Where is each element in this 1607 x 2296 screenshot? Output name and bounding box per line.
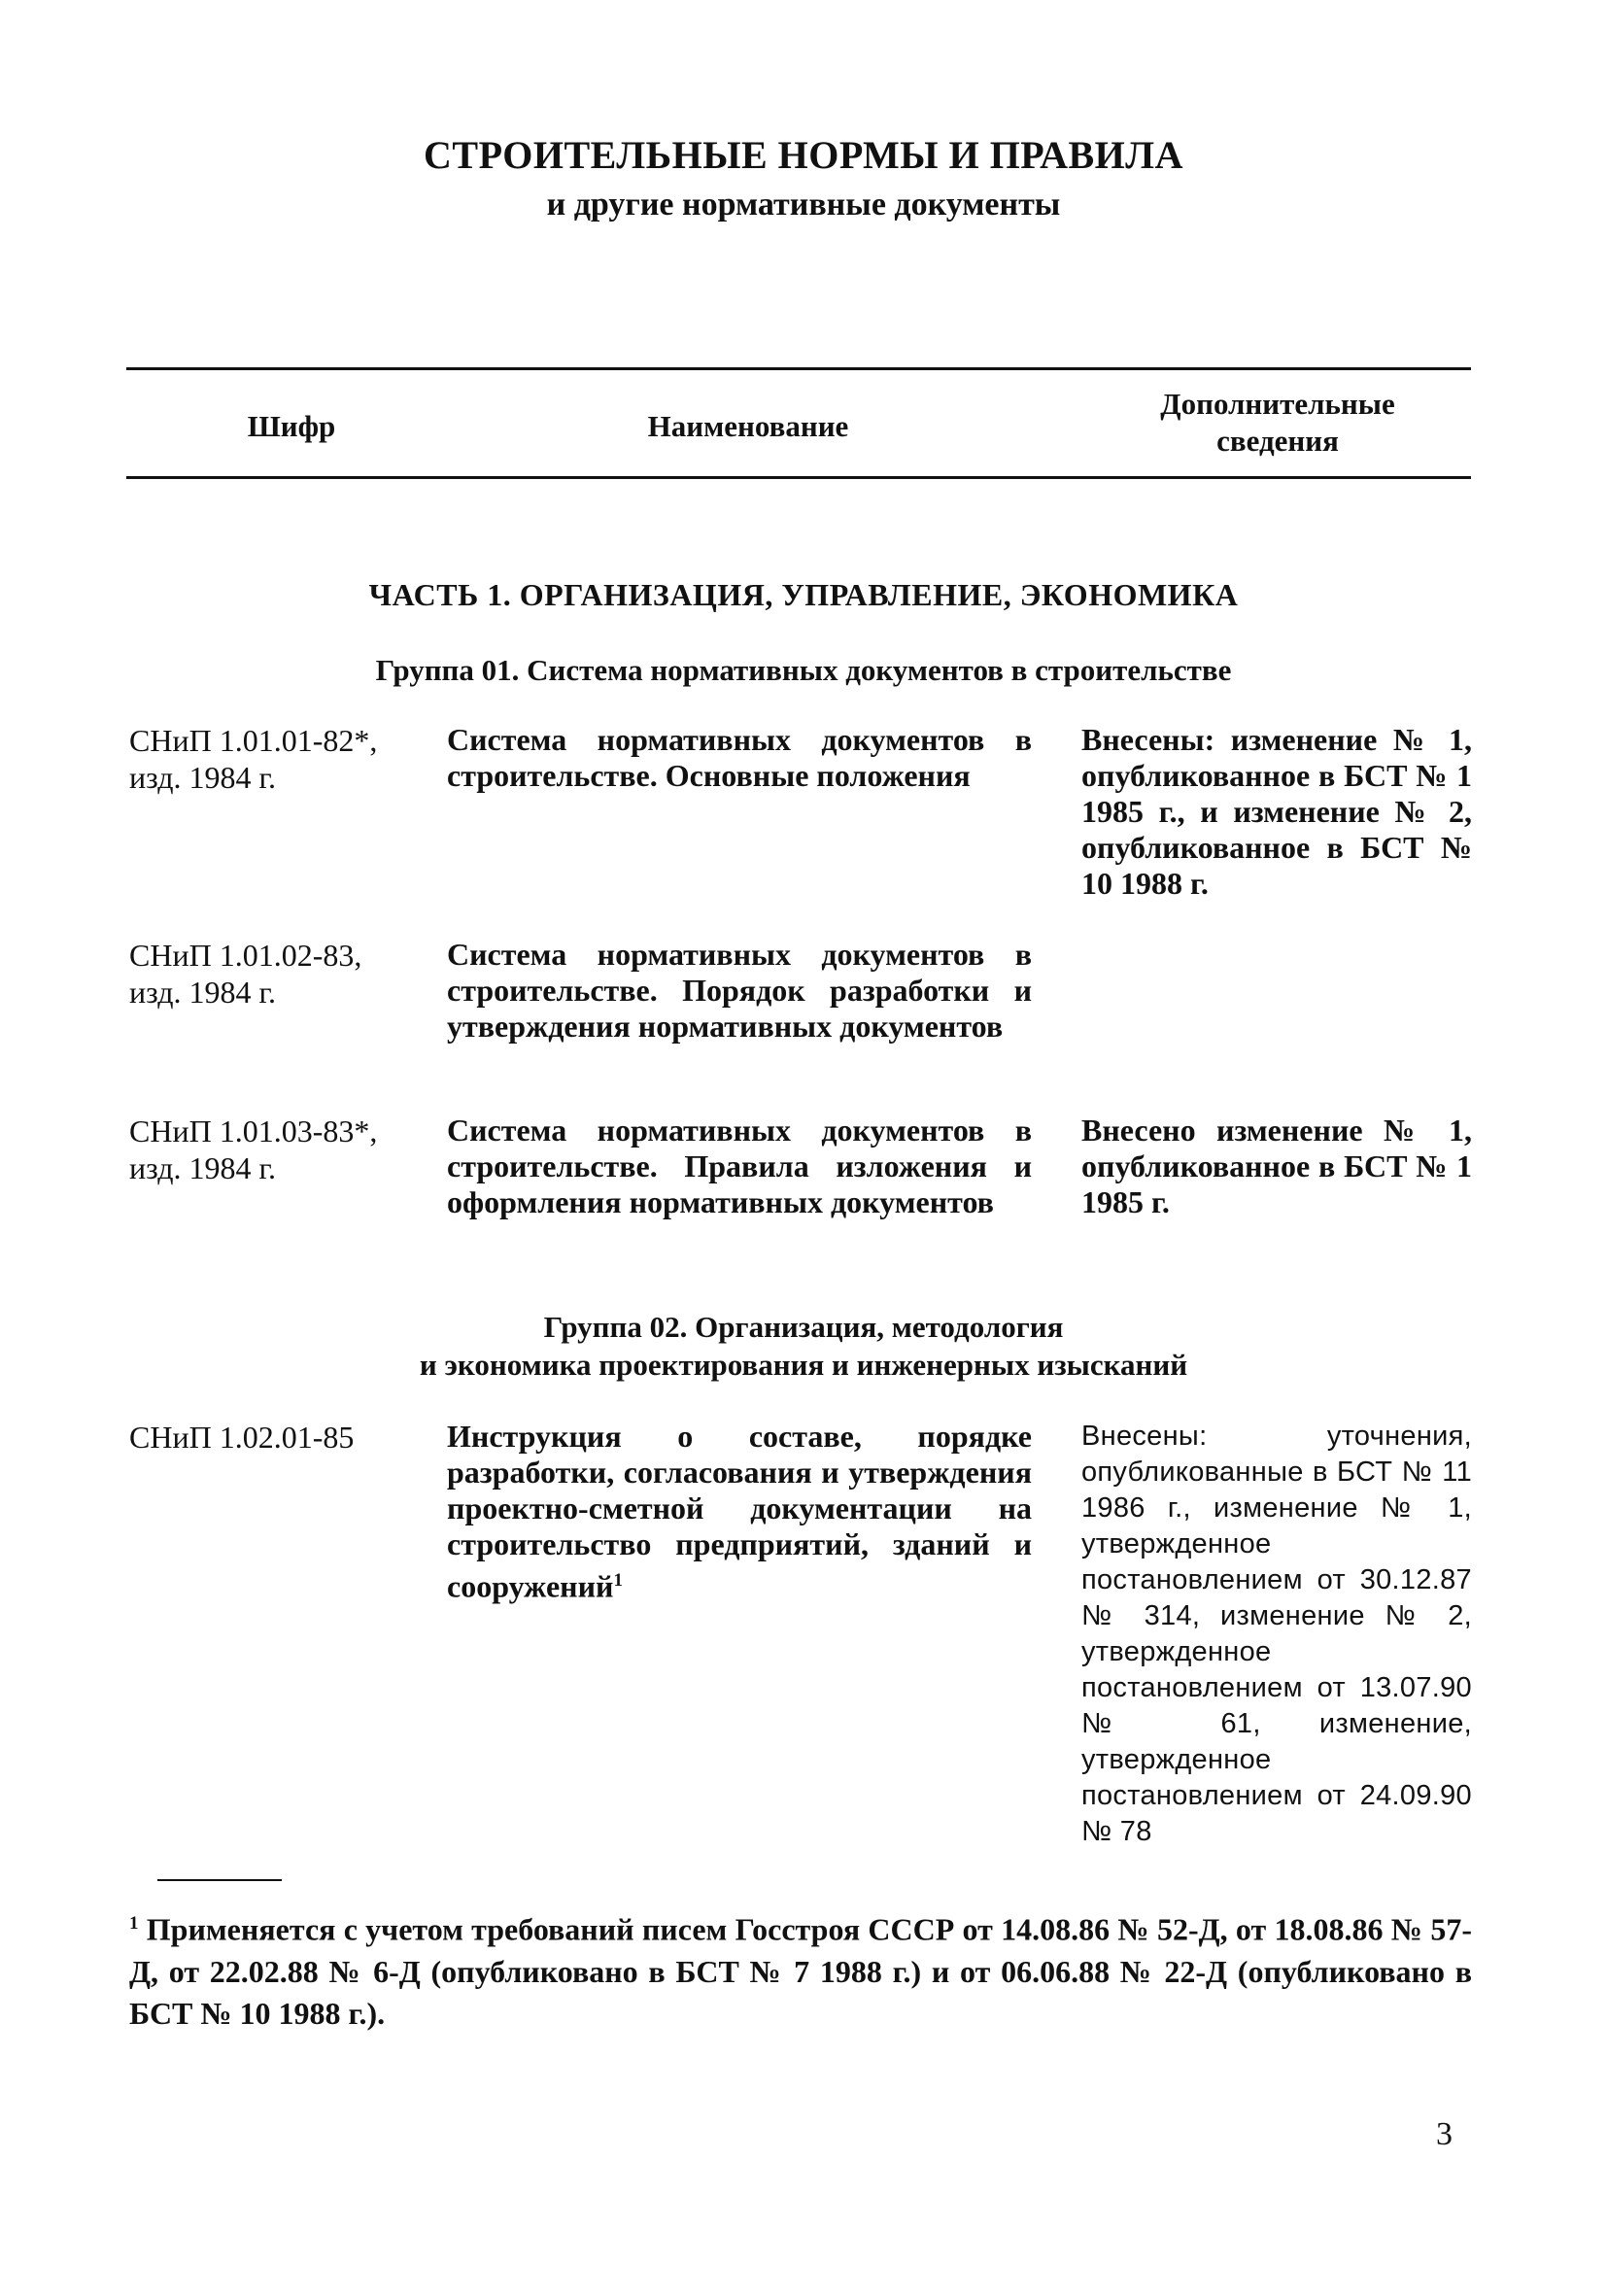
header-top-rule [126, 367, 1471, 370]
footnote-text: Применяется с учетом требований писем Госстроя СССР от 14.08.86 № 52-Д, от 18.08.86 № 57-Д, от 22.02.88 № 6-Д (опубликовано в БСТ № 7 1988 г.) и от 06.06.88 № 22-Д (опубликовано в БСТ № 10 1988 г.). [129, 1911, 1473, 2031]
row-name-text: Инструкция о составе, порядке разработки, согласования и утверждения проектно-сметной документации на строительство предприятий, зданий и сооружений [447, 1419, 1032, 1604]
document-subtitle: и другие нормативные документы [546, 187, 1061, 223]
code-number: СНиП 1.01.02-83, [129, 938, 362, 973]
footnote-separator [157, 1879, 282, 1881]
code-number: СНиП 1.01.03-83*, [129, 1114, 378, 1148]
footnote-reference: 1 [613, 1570, 623, 1591]
code-edition: изд. 1984 г. [129, 760, 276, 795]
row-code [129, 937, 421, 1011]
row-code [129, 722, 421, 796]
row-info: Внесены: уточнения, опубликованные в БСТ № 11 1986 г., изменение № 1, утвержденное постановлением от 30.12.87 № 314, изменение № 2, утвержденное постановлением от 13.07.90 № 61, изменение, утвержденное постановлением от 24.09.90 № 78 [1081, 1421, 1472, 1847]
column-header-info [1098, 386, 1457, 460]
column-header-code: Шифр [247, 409, 336, 443]
code-edition: изд. 1984 г. [129, 1150, 276, 1185]
row-code: СНиП 1.02.01-85 [129, 1420, 355, 1455]
group-02-title [0, 1308, 1607, 1384]
column-header-info-line1: Дополнительные [1160, 387, 1395, 421]
document-title: СТРОИТЕЛЬНЫЕ НОРМЫ И ПРАВИЛА [424, 133, 1183, 177]
row-name: Система нормативных документов в строительстве. Порядок разработки и утверждения нормативных документов [447, 937, 1032, 1044]
row-code [129, 1113, 421, 1186]
column-header-info-line2: сведения [1216, 424, 1339, 458]
footnote-mark: 1 [129, 1913, 139, 1934]
row-info: Внесены: изменение № 1, опубликованное в БСТ № 1 1985 г., и изменение № 2, опубликованное в БСТ № 10 1988 г. [1081, 722, 1472, 901]
row-name: Система нормативных документов в строительстве. Основные положения [447, 722, 1032, 793]
group-02-title-line1: Группа 02. Организация, методология [543, 1310, 1064, 1344]
row-info: Внесено изменение № 1, опубликованное в БСТ № 1 1985 г. [1081, 1113, 1472, 1219]
footnote [129, 1902, 1472, 2035]
row-name: Система нормативных документов в строительстве. Правила изложения и оформления нормативных документов [447, 1113, 1032, 1219]
code-edition: изд. 1984 г. [129, 975, 276, 1010]
header-bottom-rule [126, 476, 1471, 479]
code-number: СНиП 1.01.01-82*, [129, 723, 378, 758]
part-title: ЧАСТЬ 1. ОРГАНИЗАЦИЯ, УПРАВЛЕНИЕ, ЭКОНОМИКА [368, 577, 1239, 612]
group-01-title: Группа 01. Система нормативных документов в строительстве [375, 653, 1232, 687]
page-number: 3 [1436, 2116, 1453, 2152]
group-02-title-line2: и экономика проектирования и инженерных изысканий [419, 1348, 1188, 1382]
row-name [447, 1419, 1032, 1605]
column-header-name: Наименование [647, 409, 849, 443]
